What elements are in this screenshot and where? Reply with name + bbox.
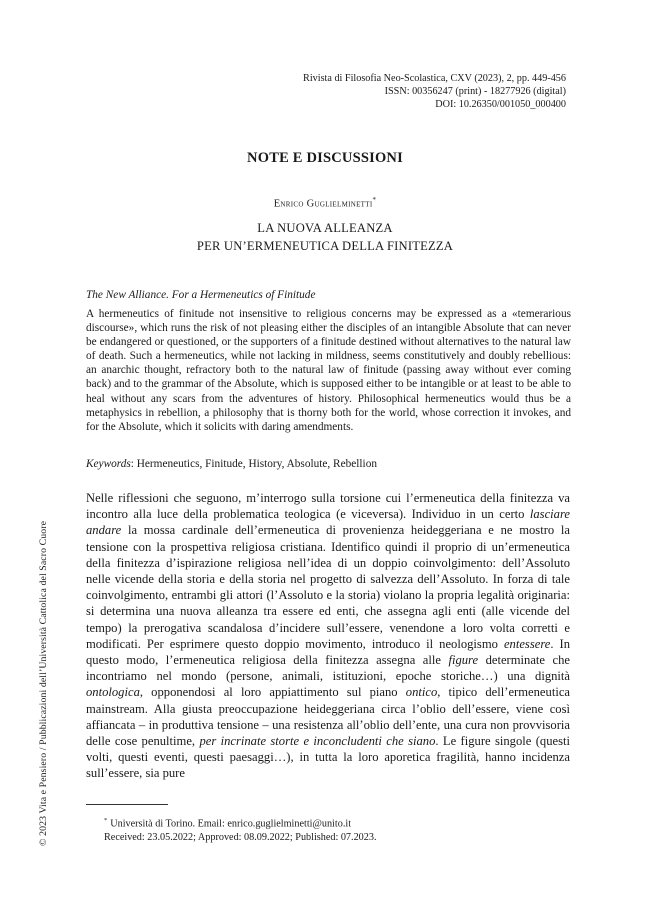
author-line <box>0 196 650 210</box>
body-text-1: Nelle riflessioni che seguono, m’interrogo sulla torsione cui l’ermeneutica della finitezza va incontro alla luce della problematica teologica (e viceversa). Individuo in un certo <box>86 491 570 522</box>
body-text-4: determinate che incontriamo nel mondo (persone, animali, istituzioni, epoche storiche…) una dignità <box>86 653 570 684</box>
body-text-2: la mossa cardinale dell’ermeneutica di provenienza heideggeriana e ne mostro la tensione con la prospettiva religiosa cristiana. Identifico quindi il proprio di un’ermeneutica della finitezza d’ispirazione religiosa nell’idea di un doppio coinvolgimento: dell’Assoluto nelle vicende della storia e della storia nel progetto di salvezza dell’Assoluto. In forza di tale coinvolgimento, entrambi gli attori (l’Assoluto e la storia) violano la propria legalità originaria: si determina una nuova alleanza tra essere ed enti, che assegna agli enti (alle vicende del tempo) la prerogativa scandalosa d’incidere sull’essere, venendone a loro volta corretti e modificati. Per esprimere questo doppio movimento, introduco il neologismo <box>86 523 570 651</box>
doi-line[interactable]: DOI: 10.26350/001050_000400 <box>435 99 566 110</box>
body-italic-6: per incrinate storte e inconcludenti che siano <box>199 734 436 749</box>
title-line-2: PER UN’ERMENEUTICA DELLA FINITEZZA <box>196 239 454 253</box>
copyright-sidebar: © 2023 Vita e Pensiero / Pubblicazioni dell’Università Cattolica del Sacro Cuore <box>38 520 49 846</box>
english-title: The New Alliance. For a Hermeneutics of Finitude <box>86 289 316 301</box>
keywords-values: Hermeneutics, Finitude, History, Absolute, Rebellion <box>136 458 377 470</box>
author-footnote-marker[interactable]: * <box>372 196 377 204</box>
footnote-affiliation <box>104 814 377 831</box>
body-text-3: . In questo modo, l’ermeneutica religiosa della finitezza assegna alle <box>86 636 571 668</box>
section-heading: NOTE E DISCUSSIONI <box>247 150 403 166</box>
issn-line: ISSN: 00356247 (print) - 18277926 (digital) <box>384 86 566 97</box>
footnote-marker: * <box>104 817 108 824</box>
title-line-1: LA NUOVA ALLEANZA <box>257 221 393 235</box>
body-italic-5: ontico <box>405 685 438 700</box>
body-italic-2: entessere <box>503 636 551 651</box>
journal-citation: Rivista di Filosofia Neo-Scolastica, CXV (2023), 2, pp. 449-456 <box>303 73 566 84</box>
footnotes <box>104 814 377 845</box>
footnote-dates: Received: 23.05.2022; Approved: 08.09.2022; Published: 07.2023. <box>104 832 377 844</box>
journal-header <box>303 72 566 111</box>
body-paragraph <box>86 490 570 782</box>
body-text-6: , tipico dell’ermeneutica mainstream. Alla giusta preoccupazione heideggeriana circa l’oblio dell’essere, viene così affiancata – in produttiva tensione – una resistenza all’oblio dell’ente, una cura non provvisoria delle cose penultime, <box>86 685 570 749</box>
body-italic-1: lasciare andare <box>86 507 570 538</box>
footnote-divider <box>86 804 168 805</box>
keywords-line: Keywords: Hermeneutics, Finitude, History, Absolute, Rebellion <box>86 458 377 470</box>
body-text-5: , opponendosi al loro appiattimento sul piano <box>139 685 406 700</box>
author-name: Enrico Guglielminetti <box>273 198 373 210</box>
abstract: A hermeneutics of finitude not insensitive to religious concerns may be expressed as a «temerarious discourse», which runs the risk of not pleasing either the disciples of an intangible Absolute that can never be endangered or questioned, or the supporters of a finitude destined without alternatives to the natural law of death. Such a hermeneutics, while not lacking in mildness, seems constitutively and doubly rebellious: an anarchic thought, refractory both to the natural law of finitude (passing away without ever coming back) and to the grammar of the Absolute, which is supposed either to be intangible or at least to be able to heal without any scars from the adventures of history. Philosophical hermeneutics would thus be a metaphysics in rebellion, a philosophy that is thorny both for the world, whose correction it invokes, and for the Absolute, which it solicits with daring amendments. <box>86 308 571 433</box>
keywords-label: Keywords <box>86 458 131 470</box>
article-title <box>0 219 650 255</box>
body-italic-3: figure <box>448 653 479 668</box>
body-italic-4: ontologica <box>86 685 140 700</box>
footnote-affiliation-text[interactable]: Università di Torino. Email: enrico.guglielminetti@unito.it <box>110 818 352 830</box>
body-text-7: . Le figure singole (questi volti, questi eventi, questi paesaggi…), in tutta la loro aporetica fragilità, hanno incidenza sull’essere, sia pure <box>86 734 570 781</box>
